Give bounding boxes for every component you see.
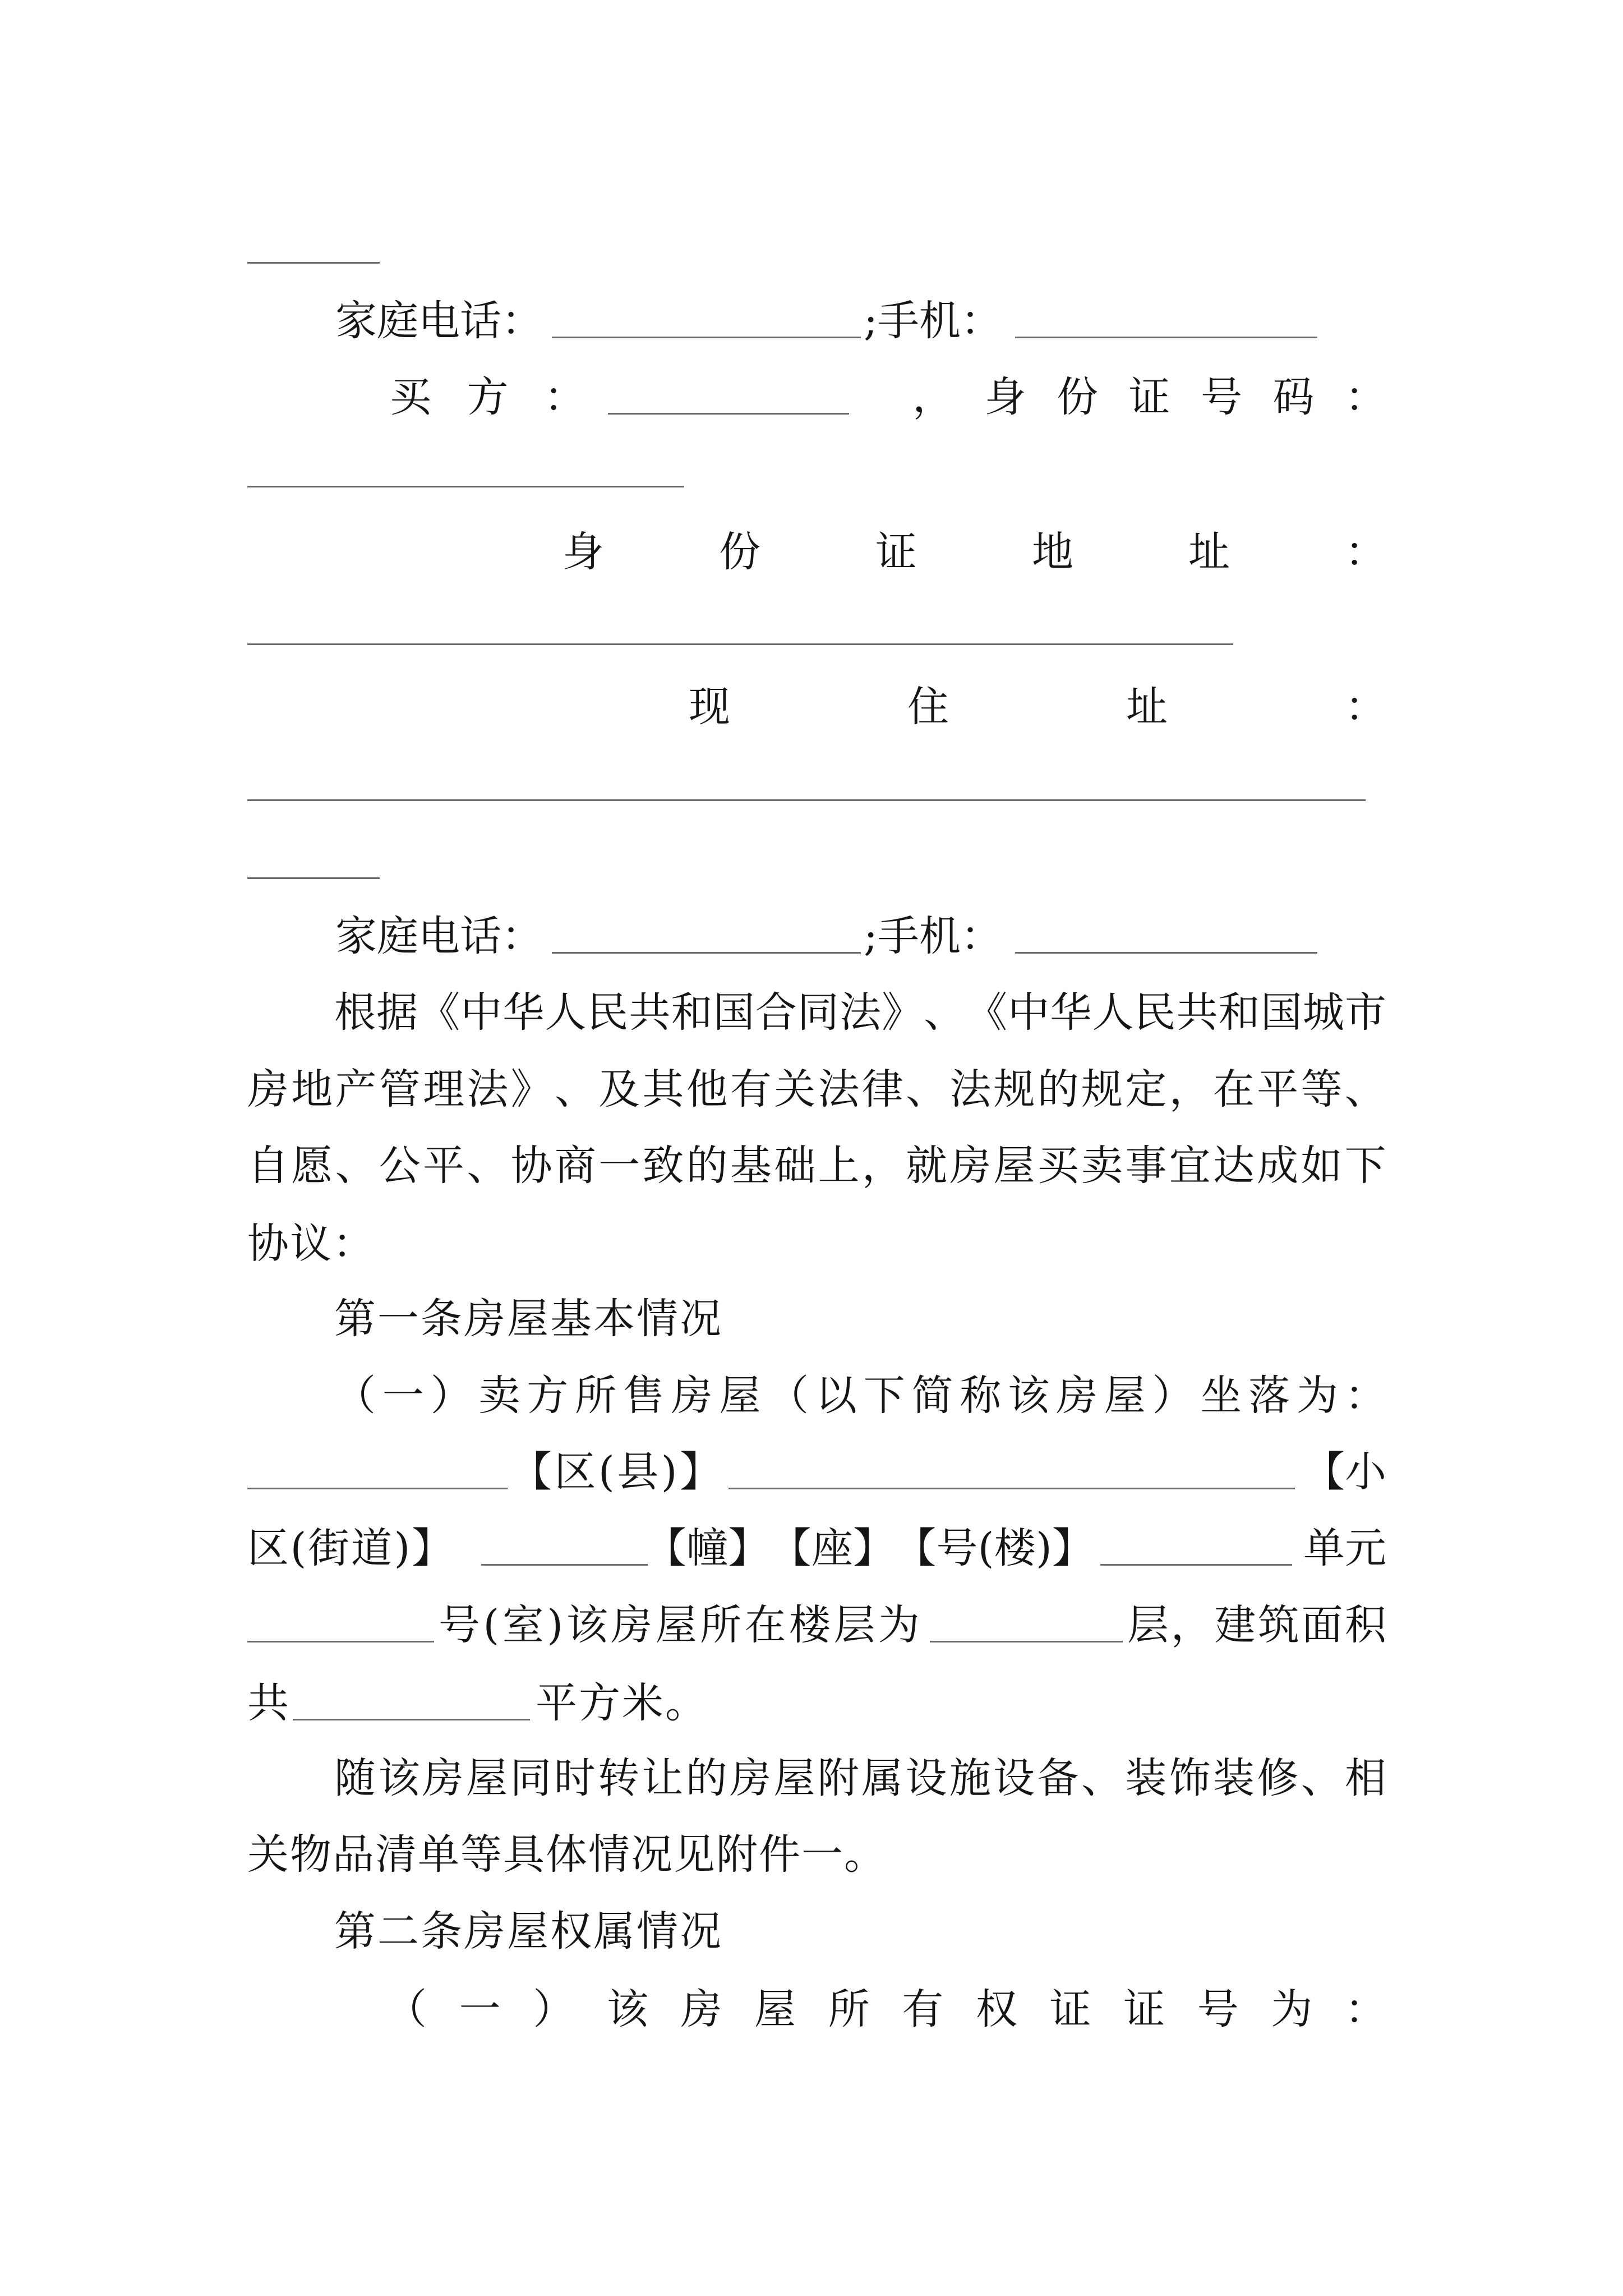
character: 号: [1197, 1985, 1239, 2033]
character: 人: [1092, 988, 1134, 1037]
character: ，: [1170, 1601, 1212, 1649]
character: (: [290, 1524, 307, 1572]
character: 据: [376, 988, 418, 1037]
character: 县: [617, 1448, 659, 1496]
community-label-end: [247, 1520, 453, 1576]
character: 公: [379, 1142, 421, 1190]
article-2-clause-1-intro: [385, 1981, 1386, 2037]
character: ：: [1344, 1985, 1386, 2033]
character: 他: [686, 1065, 728, 1114]
character: 该: [1008, 1372, 1050, 1420]
buyer-current-address-blank: [247, 799, 1366, 801]
character: 售: [623, 1372, 665, 1420]
character: 础: [774, 1142, 816, 1190]
buyer-mobile-blank: [1015, 952, 1317, 954]
character: 份: [1057, 373, 1098, 421]
character: 法: [818, 1065, 860, 1114]
character: 屋: [993, 1142, 1035, 1190]
character: 在: [744, 1601, 786, 1649]
character: 如: [1301, 1142, 1343, 1190]
character: 屋: [1104, 1372, 1146, 1420]
character: 时: [554, 1754, 596, 1802]
character: 华: [502, 988, 545, 1037]
character: 国: [713, 988, 755, 1037]
seller-address-blank-continued: [247, 262, 380, 264]
character: ：: [1345, 683, 1386, 731]
character: ): [547, 1601, 564, 1649]
character: 达: [1212, 1142, 1255, 1190]
character: 和: [1218, 988, 1260, 1037]
character: 房: [730, 1754, 772, 1802]
character: 附: [817, 1754, 859, 1802]
district-blank: [728, 1488, 1295, 1489]
character: 《: [966, 988, 1008, 1037]
character: 】: [1052, 1524, 1094, 1572]
character: 方: [527, 1372, 569, 1420]
character: 属: [861, 1754, 903, 1802]
character: 房: [611, 1601, 653, 1649]
character: 份: [719, 528, 760, 576]
character: 为: [1296, 1372, 1338, 1420]
character: 身: [562, 528, 604, 576]
character: 身: [984, 373, 1026, 421]
character: 屋: [719, 1372, 761, 1420]
character: 宜: [1169, 1142, 1211, 1190]
character: 上: [818, 1142, 860, 1190]
character: ：: [1345, 373, 1386, 421]
character: ，: [1169, 1065, 1211, 1114]
character: 》: [882, 988, 924, 1037]
character: 共: [1176, 988, 1218, 1037]
character: 地: [291, 1065, 333, 1114]
room-blank: [247, 1641, 434, 1642]
character: 根: [334, 988, 376, 1037]
character: 的: [685, 1754, 727, 1802]
character: ，: [912, 373, 954, 421]
character: 】: [679, 1448, 721, 1496]
article-1-title: 第一条房屋基本情况: [334, 1295, 723, 1343]
character: 规: [993, 1065, 1035, 1114]
character: 【: [645, 1524, 686, 1572]
character: 随: [334, 1754, 376, 1802]
character: 及: [598, 1065, 640, 1114]
character: 协: [510, 1142, 552, 1190]
character: 面: [1301, 1601, 1343, 1649]
buyer-id-number-blank: [247, 486, 684, 487]
character: 备: [1037, 1754, 1079, 1802]
character: 所: [574, 1372, 616, 1420]
character: 址: [1126, 683, 1168, 731]
city-blank: [247, 1488, 508, 1489]
seller-mobile-label: ;手机：: [864, 297, 1002, 345]
character: 号: [439, 1601, 480, 1649]
building-blank: [1100, 1564, 1292, 1566]
character: 法: [839, 988, 881, 1037]
character: 管: [379, 1065, 421, 1114]
character: 法: [949, 1065, 992, 1114]
character: 该: [566, 1601, 608, 1649]
article-2-title: 第二条房屋权属情况: [334, 1907, 723, 1955]
character: ：: [1344, 1372, 1386, 1420]
character: 理: [423, 1065, 465, 1114]
character: 、: [554, 1065, 596, 1114]
character: 住: [907, 683, 949, 731]
character: 、: [467, 1142, 509, 1190]
character: 施: [949, 1754, 991, 1802]
character: ): [661, 1448, 677, 1496]
character: 一: [382, 1372, 424, 1420]
community-blank: [481, 1564, 648, 1566]
floor-area-label: [1127, 1597, 1386, 1653]
unit-label: 单元: [1303, 1524, 1386, 1572]
character: 其: [642, 1065, 684, 1114]
character: 该: [606, 1985, 648, 2033]
character: 关: [774, 1065, 816, 1114]
buyer-name-label: [390, 369, 585, 425]
character: 该: [378, 1754, 420, 1802]
character: 层: [833, 1601, 875, 1649]
character: (: [483, 1601, 500, 1649]
character: 【: [769, 1524, 811, 1572]
character: 民: [587, 988, 629, 1037]
character: 《: [418, 988, 460, 1037]
character: 下: [1344, 1142, 1386, 1190]
character: 为: [1271, 1985, 1313, 2033]
character: 房: [680, 1985, 722, 2033]
character: 所: [700, 1601, 742, 1649]
character: 、: [1344, 1065, 1386, 1114]
character: 称: [960, 1372, 1002, 1420]
preamble-line: [247, 1138, 1386, 1194]
room-floor-label: [439, 1597, 920, 1653]
character: 址: [1188, 528, 1230, 576]
character: 证: [1049, 1985, 1091, 2033]
fixtures-note-line: [334, 1750, 1386, 1806]
buyer-id-number-label: [912, 369, 1386, 425]
character: 房: [1055, 1372, 1098, 1420]
building-label: [645, 1520, 1094, 1576]
character: 屋: [466, 1754, 508, 1802]
character: 证: [1123, 1985, 1165, 2033]
buyer-mobile-label: ;手机：: [864, 912, 1002, 960]
character: （: [385, 1985, 427, 2033]
character: 的: [1037, 1065, 1079, 1114]
character: 一: [459, 1985, 501, 2033]
character: 房: [247, 1065, 289, 1114]
character: （: [334, 1372, 376, 1420]
character: ): [1035, 1524, 1052, 1572]
preamble-line: 协议：: [247, 1220, 375, 1268]
character: 中: [1008, 988, 1050, 1037]
character: 有: [902, 1985, 944, 2033]
preamble-line: [334, 984, 1386, 1041]
character: 、: [335, 1142, 377, 1190]
character: 码: [1272, 373, 1315, 421]
character: 买: [1037, 1142, 1079, 1190]
character: 积: [1344, 1601, 1386, 1649]
character: 层: [1127, 1601, 1169, 1649]
character: 民: [1134, 988, 1176, 1037]
character: 所: [828, 1985, 870, 2033]
area-unit: 平方米。: [536, 1679, 708, 1727]
character: 号: [1201, 373, 1242, 421]
character: 楼: [789, 1601, 831, 1649]
character: 道: [351, 1524, 393, 1572]
character: 【: [895, 1524, 937, 1572]
buyer-home-phone-blank: [552, 952, 861, 954]
character: 为: [878, 1601, 920, 1649]
character: 致: [642, 1142, 684, 1190]
preamble-line: [247, 1061, 1386, 1117]
character: 屋: [773, 1754, 815, 1802]
area-prefix: 共: [247, 1679, 289, 1727]
character: 房: [671, 1372, 713, 1420]
character: 屋: [754, 1985, 796, 2033]
character: 以: [815, 1372, 857, 1420]
buyer-id-address-label: [562, 524, 1386, 580]
character: 商: [554, 1142, 596, 1190]
character: 室: [502, 1601, 544, 1649]
character: 、: [924, 988, 966, 1037]
character: （: [767, 1372, 809, 1420]
character: 楼: [994, 1524, 1036, 1572]
character: 、: [1081, 1754, 1123, 1802]
character: 装: [1212, 1754, 1255, 1802]
character: 街: [308, 1524, 350, 1572]
fixtures-note-line: 关物品清单等具体情况见附件一。: [247, 1830, 887, 1879]
character: 修: [1257, 1754, 1299, 1802]
character: 屋: [655, 1601, 697, 1649]
character: 坐: [1200, 1372, 1242, 1420]
character: 证: [1128, 373, 1170, 421]
character: 有: [730, 1065, 772, 1114]
character: 合: [755, 988, 797, 1037]
character: 卖: [1081, 1142, 1123, 1190]
character: 设: [905, 1754, 947, 1802]
character: 】: [411, 1524, 453, 1572]
character: 市: [1344, 988, 1386, 1037]
character: 规: [1081, 1065, 1123, 1114]
seller-home-phone-label: 家庭电话：: [335, 297, 543, 345]
character: 幢: [686, 1524, 728, 1572]
character: 方: [467, 373, 509, 421]
buyer-current-address-blank-continued: [247, 877, 380, 879]
seller-home-phone-blank: [552, 337, 861, 338]
character: 让: [642, 1754, 684, 1802]
character: 同: [797, 988, 839, 1037]
character: 证: [875, 528, 917, 576]
character: 等: [1301, 1065, 1343, 1114]
character: 权: [975, 1985, 1017, 2033]
character: 自: [247, 1142, 289, 1190]
character: 饰: [1169, 1754, 1211, 1802]
character: 简: [911, 1372, 953, 1420]
character: 【: [510, 1448, 552, 1496]
seller-mobile-blank: [1015, 337, 1317, 338]
district-label: [510, 1444, 721, 1500]
character: 区: [554, 1448, 596, 1496]
character: 法: [467, 1065, 509, 1114]
character: 装: [1125, 1754, 1167, 1802]
character: 转: [598, 1754, 640, 1802]
character: 华: [1050, 988, 1092, 1037]
character: (: [978, 1524, 994, 1572]
character: 的: [686, 1142, 728, 1190]
character: 落: [1248, 1372, 1290, 1420]
character: 建: [1214, 1601, 1256, 1649]
character: 房: [949, 1142, 992, 1190]
character: 筑: [1257, 1601, 1299, 1649]
character: 国: [1260, 988, 1302, 1037]
character: 号: [936, 1524, 978, 1572]
character: ): [394, 1524, 411, 1572]
buyer-current-address-label: [689, 679, 1386, 735]
character: 》: [510, 1065, 552, 1114]
character: 、: [905, 1065, 947, 1114]
character: ）: [430, 1372, 472, 1420]
character: 中: [460, 988, 502, 1037]
character: 基: [730, 1142, 772, 1190]
character: 共: [629, 988, 671, 1037]
character: ：: [544, 373, 585, 421]
character: 下: [863, 1372, 905, 1420]
character: 一: [598, 1142, 640, 1190]
character: 愿: [291, 1142, 333, 1190]
floor-blank: [930, 1641, 1123, 1642]
buyer-name-blank: [608, 413, 849, 415]
character: 】: [853, 1524, 895, 1572]
buyer-id-address-blank: [247, 643, 1233, 645]
character: ：: [1345, 528, 1386, 576]
community-label-start: 【小: [1303, 1448, 1386, 1496]
character: 人: [545, 988, 587, 1037]
character: 卖: [478, 1372, 520, 1420]
character: 同: [510, 1754, 552, 1802]
character: 和: [671, 988, 713, 1037]
character: 区: [247, 1524, 289, 1572]
article-1-clause-1-intro: [334, 1368, 1386, 1424]
character: (: [598, 1448, 615, 1496]
character: ）: [533, 1985, 575, 2033]
character: 平: [1257, 1065, 1299, 1114]
character: 相: [1344, 1754, 1386, 1802]
character: 房: [422, 1754, 464, 1802]
character: 地: [1032, 528, 1073, 576]
character: 座: [811, 1524, 853, 1572]
character: 城: [1302, 988, 1344, 1037]
character: 在: [1212, 1065, 1255, 1114]
character: 、: [1301, 1754, 1343, 1802]
character: 设: [993, 1754, 1035, 1802]
character: ，: [861, 1142, 903, 1190]
buyer-home-phone-label: 家庭电话：: [335, 912, 543, 960]
character: 成: [1257, 1142, 1299, 1190]
character: 定: [1125, 1065, 1167, 1114]
character: 产: [335, 1065, 377, 1114]
character: 事: [1125, 1142, 1167, 1190]
character: 现: [689, 683, 730, 731]
character: 平: [423, 1142, 465, 1190]
character: 律: [861, 1065, 903, 1114]
area-blank: [293, 1719, 530, 1720]
character: ）: [1152, 1372, 1194, 1420]
character: 】: [728, 1524, 770, 1572]
character: 买: [390, 373, 431, 421]
character: 就: [905, 1142, 947, 1190]
